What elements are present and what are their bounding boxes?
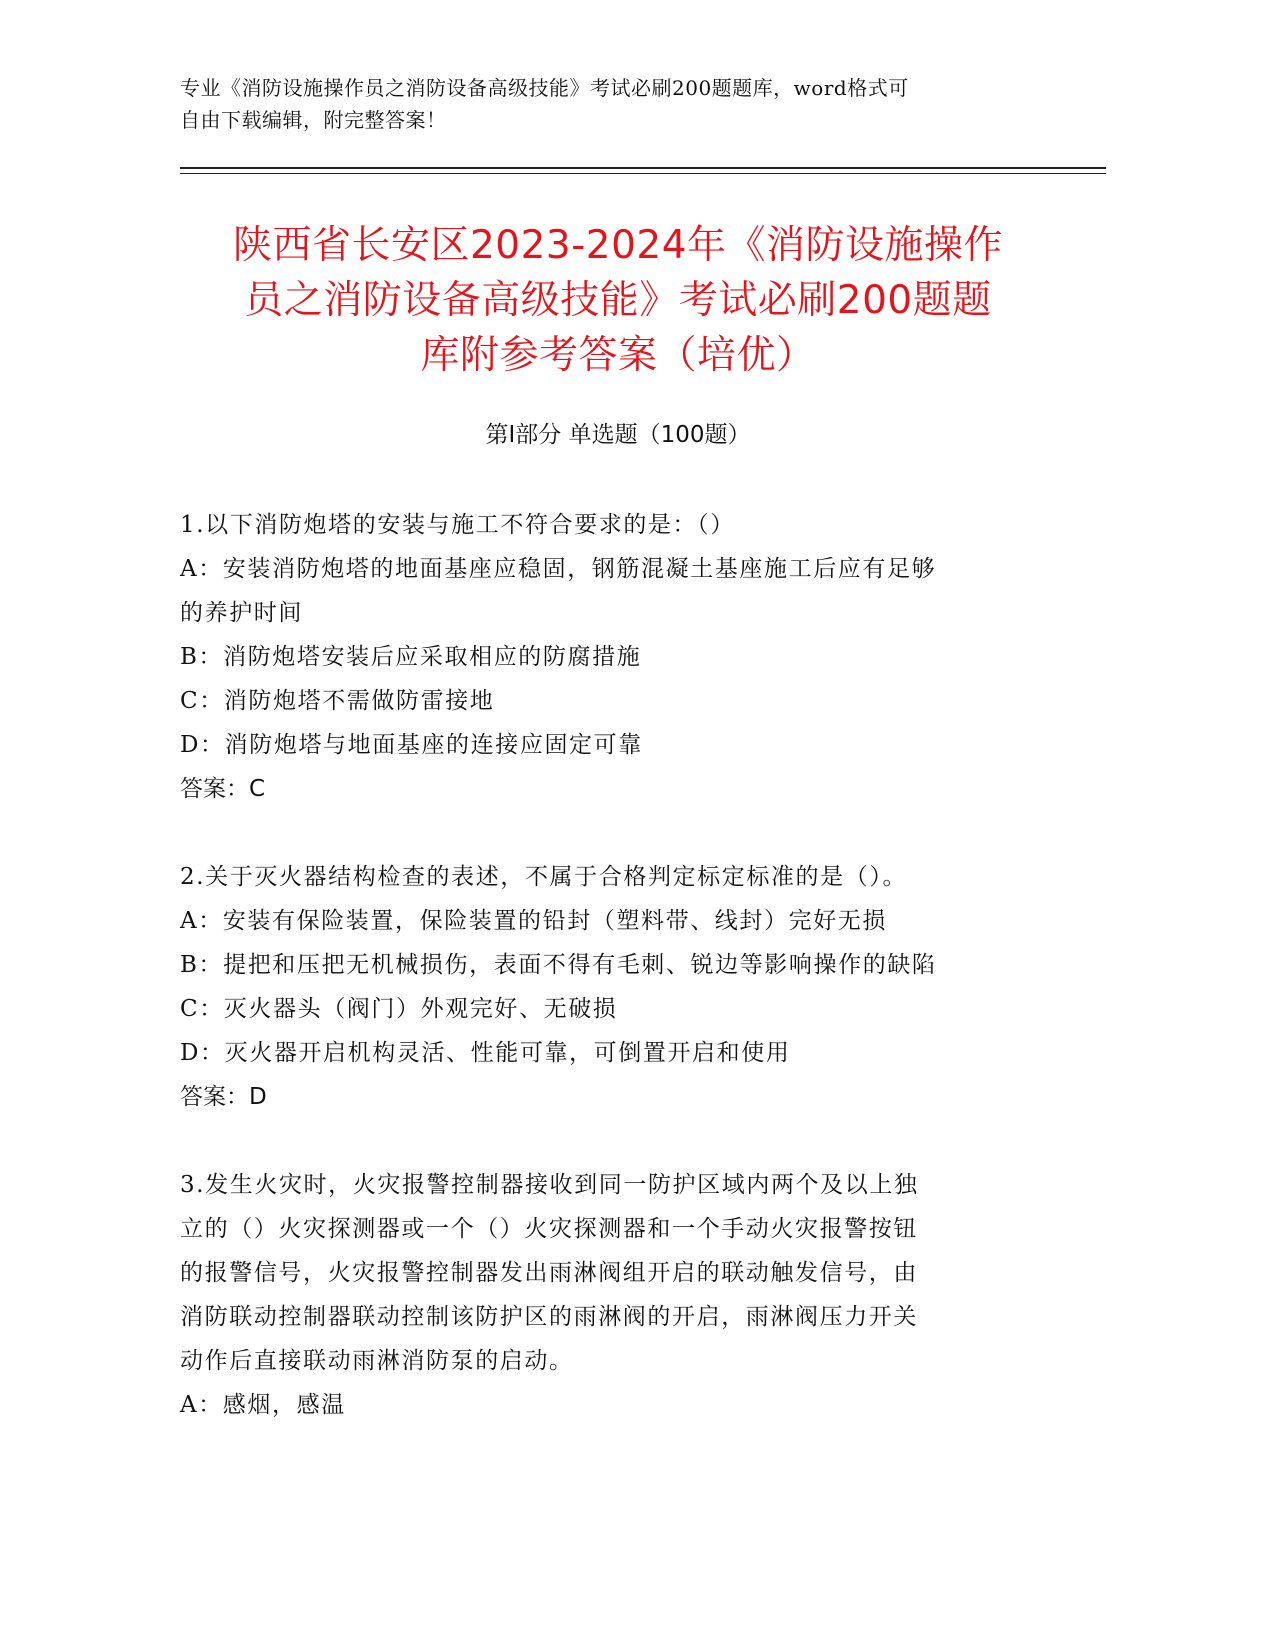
answer-label: 答案：	[180, 1084, 249, 1110]
answer	[180, 1075, 1030, 1119]
option-b: B：提把和压把无机械损伤，表面不得有毛刺、锐边等影响操作的缺陷	[180, 952, 937, 978]
document-title-line-3: 库附参考答案（培优）	[420, 333, 816, 378]
option-c: C：灭火器头（阀门）外观完好、无破损	[180, 996, 618, 1022]
question-2	[180, 855, 1030, 1119]
option-d: D：灭火器开启机构灵活、性能可靠，可倒置开启和使用	[180, 1040, 791, 1066]
question-stem-line-3: 的报警信号，火灾报警控制器发出雨淋阀组开启的联动触发信号，由	[180, 1260, 918, 1286]
question-stem: 1.以下消防炮塔的安装与施工不符合要求的是：（）	[180, 512, 735, 538]
answer-label: 答案：	[180, 776, 249, 802]
question-list	[180, 503, 1030, 1471]
header-note	[180, 72, 1080, 136]
option-a: A：安装有保险装置，保险装置的铅封（塑料带、线封）完好无损	[180, 908, 888, 934]
document-title-line-1: 陕西省长安区2023-2024年《消防设施操作	[232, 223, 1004, 268]
question-stem-line-1: 3.发生火灾时，火灾报警控制器接收到同一防护区域内两个及以上独	[180, 1172, 919, 1198]
option-d: D：消防炮塔与地面基座的连接应固定可靠	[180, 732, 643, 758]
header-divider-thin	[180, 173, 1106, 174]
header-divider-thick	[180, 167, 1106, 169]
question-stem-line-5: 动作后直接联动雨淋消防泵的启动。	[180, 1348, 574, 1374]
document-title	[180, 218, 1056, 383]
question-stem-line-4: 消防联动控制器联动控制该防护区的雨淋阀的开启，雨淋阀压力开关	[180, 1304, 918, 1330]
document-title-line-2: 员之消防设备高级技能》考试必刷200题题	[244, 278, 992, 323]
header-note-line-2: 自由下载编辑，附完整答案！	[180, 108, 447, 132]
answer	[180, 767, 1030, 811]
option-a-line-1: A：安装消防炮塔的地面基座应稳固，钢筋混凝土基座施工后应有足够	[180, 556, 937, 582]
question-3	[180, 1163, 1030, 1427]
option-a-line-2: 的养护时间	[180, 600, 303, 626]
answer-value: D	[249, 1084, 267, 1110]
question-stem: 2.关于灭火器结构检查的表述，不属于合格判定标定标准的是（）。	[180, 864, 908, 890]
question-stem-line-2: 立的（）火灾探测器或一个（）火灾探测器和一个手动火灾报警按钮	[180, 1216, 918, 1242]
answer-value: C	[249, 776, 266, 802]
option-c: C：消防炮塔不需做防雷接地	[180, 688, 495, 714]
option-b: B：消防炮塔安装后应采取相应的防腐措施	[180, 644, 642, 670]
header-note-line-1: 专业《消防设施操作员之消防设备高级技能》考试必刷200题题库，word格式可	[180, 76, 909, 100]
option-a: A：感烟，感温	[180, 1392, 346, 1418]
section-title: 第Ⅰ部分 单选题（100题）	[485, 422, 751, 448]
question-1	[180, 503, 1030, 811]
